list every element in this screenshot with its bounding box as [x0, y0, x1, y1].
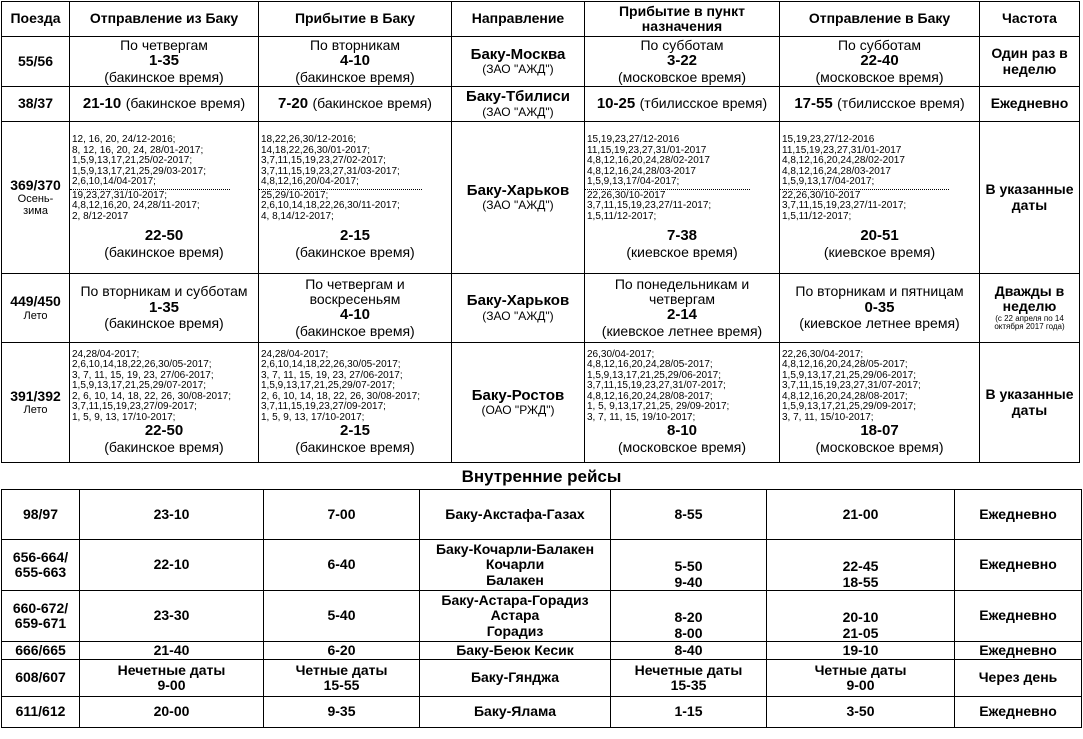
- schedule-days: По четвергам: [120, 36, 208, 53]
- route: Баку-Беюк Кесик: [420, 642, 611, 660]
- return-time: 21-00: [767, 490, 955, 540]
- time: 4-10: [339, 306, 371, 324]
- train-number: 55/56: [2, 37, 70, 87]
- time-zone: (киевское время): [626, 243, 738, 260]
- schedule-days: По субботам: [640, 36, 724, 53]
- table-row: [2, 122, 1080, 274]
- train-number: 391/392: [10, 387, 61, 404]
- frequency-note: (с 22 апреля по 14 октября 2017 года): [994, 313, 1065, 332]
- time: 17-55: [794, 95, 833, 113]
- arrival-time: 6-20: [264, 642, 420, 660]
- arrival-cell: [259, 122, 452, 274]
- time-zone: (киевское летнее время): [601, 322, 763, 339]
- table-row: [2, 642, 1082, 660]
- route: Баку-Тбилиси: [466, 88, 570, 106]
- date-list: 15,19,23,27/12-2016 11,15,19,23,27,31/01-2017 4,8,12,16,20,24,28/02-2017 4,8,12,16,24,28/03-2017 1,5,9,13,17/04-2017;: [782, 134, 905, 188]
- table-row: [2, 540, 1082, 591]
- time-zone: (московское время): [617, 68, 747, 85]
- frequency: Ежедневно: [955, 591, 1082, 642]
- table-row: [2, 591, 1082, 642]
- header-departure-from-baku: Отправление из Баку: [70, 2, 259, 37]
- time-zone: (тбилисское время): [837, 95, 965, 112]
- route: Баку-Харьков: [466, 292, 570, 310]
- route: Баку-Ростов: [471, 386, 565, 404]
- date-list: 22,26,30/10-2017 3,7,11,15,19,23,27/11-2017; 1,5,11/12-2017;: [782, 189, 907, 222]
- destination-cell: [585, 274, 780, 343]
- schedule-days: По четвергам и воскресеньям: [305, 275, 405, 308]
- date-list: 12, 16, 20, 24/12-2016; 8, 12, 16, 20, 24, 28/01-2017; 1,5,9,13,17,21,25/02-2017; 1,5,9,13,17,21,25,29/03-2017; 2,6,10,14/04-2017;: [72, 134, 207, 188]
- train-number: 38/37: [2, 87, 70, 122]
- time-zone: (бакинское время): [312, 95, 432, 112]
- train-number: 656-664/ 655-663: [2, 540, 80, 591]
- time-zone: (бакинское время): [104, 68, 224, 85]
- time: 1-35: [148, 298, 180, 316]
- schedule-days: По субботам: [837, 36, 922, 53]
- frequency: Ежедневно: [955, 540, 1082, 591]
- time: 7-20: [278, 95, 309, 113]
- time: 4-10: [339, 52, 371, 70]
- frequency: Ежедневно: [955, 490, 1082, 540]
- operator: (ЗАО "АЖД"): [482, 104, 554, 119]
- schedule-days: По вторникам: [309, 36, 401, 53]
- return-cell: [780, 87, 980, 122]
- departure-time: 23-30: [80, 591, 264, 642]
- time-zone: (бакинское время): [295, 243, 415, 260]
- arrival-time: 7-00: [264, 490, 420, 540]
- time: 2-15: [339, 227, 371, 245]
- direction-cell: [452, 87, 585, 122]
- return-time: 3-50: [767, 697, 955, 728]
- table-header-row: [2, 2, 1080, 37]
- destination-cell: [585, 87, 780, 122]
- operator: (ОАО "РЖД"): [481, 403, 555, 418]
- table-row: [2, 343, 1080, 463]
- destination-cell: [585, 122, 780, 274]
- destination-time: 8-55: [611, 490, 767, 540]
- time: 0-35: [864, 298, 895, 316]
- schedule-days: По понедельникам и четвергам: [614, 275, 750, 308]
- table-row: [2, 660, 1082, 697]
- header-arrival-destination: Прибытие в пункт назначения: [585, 2, 780, 37]
- route: Баку-Москва: [470, 45, 566, 63]
- time-zone: (бакинское время): [104, 243, 224, 260]
- time: 10-25: [596, 95, 636, 113]
- international-schedule-table: [1, 1, 1080, 463]
- return-cell: [780, 37, 980, 87]
- frequency: В указанные даты: [980, 122, 1080, 274]
- departure-cell: [70, 122, 259, 274]
- direction-cell: [452, 122, 585, 274]
- frequency-cell: [980, 274, 1080, 343]
- departure-cell: [70, 343, 259, 463]
- header-frequency: Частота: [980, 2, 1080, 37]
- departure-time: 22-10: [80, 540, 264, 591]
- frequency: В указанные даты: [980, 343, 1080, 463]
- date-list: 24,28/04-2017; 2,6,10,14,18,22,26,30/05-2017; 3, 7, 11, 15, 19, 23, 27/06-2017; 1,5,9,13,17,21,25,29/07-2017; 2, 6, 10, 14, 18, 22, 26, 30/08-2017; 3,7,11,15,19,23,27/09-2017; 1, 5, 9, 13, 17/10-2017;: [261, 348, 421, 423]
- time-zone: (киевское время): [823, 243, 936, 260]
- direction-cell: [452, 343, 585, 463]
- return-time: 19-10: [767, 642, 955, 660]
- return-time: Четные даты 9-00: [767, 660, 955, 697]
- direction-cell: [452, 274, 585, 343]
- date-list: 25,29/10-2017; 2,6,10,14,18,22,26,30/11-2017; 4, 8,14/12-2017;: [261, 189, 400, 222]
- header-trains: Поезда: [2, 2, 70, 37]
- schedule-days: По вторникам и пятницам: [795, 283, 964, 300]
- time-zone: (московское время): [617, 438, 747, 455]
- header-departure-to-baku: Отправление в Баку: [780, 2, 980, 37]
- time-zone: (бакинское время): [104, 438, 224, 455]
- time: 22-50: [144, 227, 184, 245]
- time: 21-10: [82, 95, 122, 113]
- section-title-domestic: Внутренние рейсы: [461, 467, 622, 486]
- train-number: 660-672/ 659-671: [2, 591, 80, 642]
- date-list: 22,26,30/10-2017 3,7,11,15,19,23,27/11-2017; 1,5,11/12-2017;: [587, 189, 712, 222]
- frequency: Ежедневно: [955, 642, 1082, 660]
- departure-time: Нечетные даты 9-00: [80, 660, 264, 697]
- time-zone: (бакинское время): [295, 438, 415, 455]
- time: 22-50: [144, 422, 184, 440]
- destination-time: 1-15: [611, 697, 767, 728]
- departure-time: 21-40: [80, 642, 264, 660]
- return-time: 22-45 18-55: [767, 540, 955, 591]
- time: 8-10: [666, 422, 698, 440]
- train-number: 369/370: [10, 176, 61, 193]
- destination-time: Нечетные даты 15-35: [611, 660, 767, 697]
- header-arrival-to-baku: Прибытие в Баку: [259, 2, 452, 37]
- route: Баку-Гянджа: [420, 660, 611, 697]
- time: 22-40: [860, 52, 899, 70]
- table-row: [2, 490, 1082, 540]
- train-number: 98/97: [2, 490, 80, 540]
- date-list: 18,22,26,30/12-2016; 14,18,22,26,30/01-2017; 3,7,11,15,19,23,27/02-2017; 3,7,11,15,19,23,27,31/03-2017; 4,8,12,16,20/04-2017;: [261, 134, 400, 188]
- destination-cell: [585, 343, 780, 463]
- date-list: 24,28/04-2017; 2,6,10,14,18,22,26,30/05-2017; 3, 7, 11, 15, 19, 23, 27/06-2017; 1,5,9,13,17,21,25,29/07-2017; 2, 6, 10, 14, 18, 22, 26, 30/08-2017; 3,7,11,15,19,23,27/09-2017; 1, 5, 9, 13, 17/10-2017;: [72, 348, 232, 423]
- destination-time: 5-50 9-40: [611, 540, 767, 591]
- arrival-time: Четные даты 15-55: [264, 660, 420, 697]
- time: 1-35: [148, 52, 180, 70]
- time-zone: (бакинское время): [104, 315, 224, 332]
- arrival-cell: [259, 343, 452, 463]
- date-list: 22,26,30/04-2017; 4,8,12,16,20,24,28/05-2017; 1,5,9,13,17,21,25,29/06-2017; 3,7,11,15,19,23,27,31/07-2017; 4,8,12,16,20,24,28/08-2017; 1,5,9,13,17,21,25,29/09-2017; 3, 7, 11, 15/10-2017;: [782, 348, 921, 423]
- time-zone: (бакинское время): [295, 68, 415, 85]
- time-zone: (московское время): [815, 438, 944, 455]
- route: Баку-Астара-Горадиз Астара Горадиз: [420, 591, 611, 642]
- table-row: [2, 37, 1080, 87]
- departure-time: 23-10: [80, 490, 264, 540]
- time: 2-14: [666, 306, 698, 324]
- departure-time: 20-00: [80, 697, 264, 728]
- arrival-time: 9-35: [264, 697, 420, 728]
- departure-cell: [70, 274, 259, 343]
- time: 3-22: [666, 52, 698, 70]
- table-row: [2, 697, 1082, 728]
- time-zone: (бакинское время): [295, 322, 415, 339]
- return-cell: [780, 343, 980, 463]
- route: Баку-Ялама: [420, 697, 611, 728]
- route: Баку-Кочарли-Балакен Кочарли Балакен: [420, 540, 611, 591]
- frequency: Один раз в неделю: [980, 37, 1080, 87]
- frequency: Ежедневно: [955, 697, 1082, 728]
- arrival-cell: [259, 37, 452, 87]
- train-number: 666/665: [2, 642, 80, 660]
- train-number: 449/450: [10, 293, 61, 310]
- date-list: 15,19,23,27/12-2016 11,15,19,23,27,31/01-2017 4,8,12,16,20,24,28/02-2017 4,8,12,16,24,28/03-2017 1,5,9,13,17/04-2017;: [587, 134, 710, 188]
- return-time: 20-10 21-05: [767, 591, 955, 642]
- arrival-cell: [259, 87, 452, 122]
- season-note: Лето: [23, 404, 48, 417]
- time-zone: (московское время): [815, 68, 944, 85]
- departure-cell: [70, 87, 259, 122]
- destination-cell: [585, 37, 780, 87]
- frequency: Дважды в неделю: [994, 282, 1065, 315]
- direction-cell: [452, 37, 585, 87]
- train-number: 608/607: [2, 660, 80, 697]
- train-number: 611/612: [2, 697, 80, 728]
- train-number-cell: [2, 122, 70, 274]
- train-number-cell: [2, 274, 70, 343]
- time: 18-07: [860, 422, 899, 440]
- date-list: 26,30/04-2017; 4,8,12,16,20,24,28/05-2017; 1,5,9,13,17,21,25,29/06-2017; 3,7,11,15,19,23,27,31/07-2017; 4,8,12,16,20,24,28/08-2017; 1, 5, 9,13,17,21,25, 29/09-2017; 3, 7, 11, 15, 19/10-2017;: [587, 348, 730, 423]
- time-zone: (тбилисское время): [639, 95, 768, 112]
- season-note: Осень- зима: [17, 193, 54, 218]
- time: 2-15: [339, 422, 371, 440]
- season-note: Лето: [23, 309, 48, 322]
- return-cell: [780, 122, 980, 274]
- destination-time: 8-40: [611, 642, 767, 660]
- arrival-cell: [259, 274, 452, 343]
- date-list: 19,23,27,31/10-2017; 4,8,12,16,20, 24,28/11-2017; 2, 8/12-2017: [72, 189, 200, 222]
- destination-time: 8-20 8-00: [611, 591, 767, 642]
- frequency: Через день: [955, 660, 1082, 697]
- domestic-rows: [2, 490, 1082, 728]
- arrival-time: 5-40: [264, 591, 420, 642]
- route: Баку-Харьков: [466, 181, 570, 199]
- frequency: Ежедневно: [980, 87, 1080, 122]
- route: Баку-Акстафа-Газах: [420, 490, 611, 540]
- table-row: [2, 274, 1080, 343]
- table-row: [2, 87, 1080, 122]
- header-direction: Направление: [452, 2, 585, 37]
- operator: (ЗАО "АЖД"): [482, 308, 554, 323]
- operator: (ЗАО "АЖД"): [482, 62, 554, 77]
- time-zone: (бакинское время): [125, 95, 246, 112]
- time-zone: (киевское летнее время): [799, 315, 960, 332]
- return-cell: [780, 274, 980, 343]
- train-number-cell: [2, 343, 70, 463]
- departure-cell: [70, 37, 259, 87]
- arrival-time: 6-40: [264, 540, 420, 591]
- time: 7-38: [666, 227, 698, 245]
- operator: (ЗАО "АЖД"): [482, 198, 554, 213]
- domestic-schedule-table: [1, 489, 1082, 728]
- time: 20-51: [860, 227, 899, 245]
- schedule-days: По вторникам и субботам: [80, 283, 248, 300]
